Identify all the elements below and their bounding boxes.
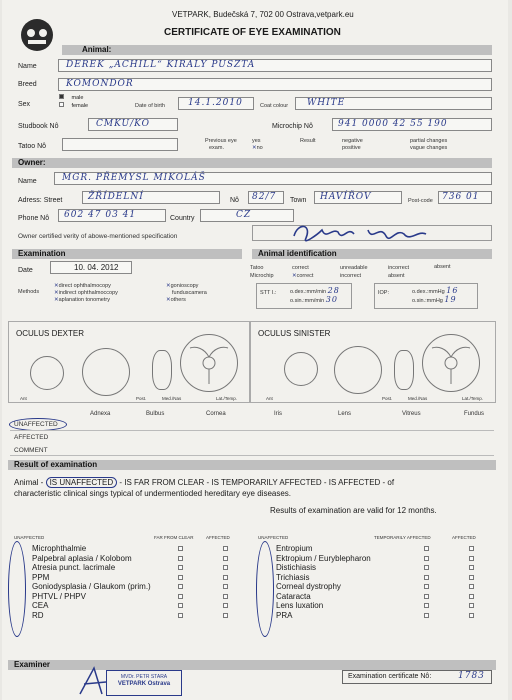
result-checkbox[interactable] [424, 594, 429, 599]
col-cornea: Cornea [206, 411, 226, 417]
method-3: aplanation tonometry [58, 297, 110, 303]
examination-section-header: Examination [12, 249, 242, 259]
result-checkbox[interactable] [469, 565, 474, 570]
prev-exam-label: Previous eye exam. [205, 138, 237, 151]
left-checkboxes [178, 546, 228, 622]
os-ant-label: Ant [266, 396, 273, 401]
right-checkboxes [424, 546, 474, 622]
result-unaffected: IS UNAFFECTED [46, 477, 118, 488]
methods-label: Methods [18, 289, 40, 295]
country-label: Country [170, 215, 195, 222]
left-affected-header: AFFECTED [206, 535, 230, 540]
disease-phtvl: PHTVL / PHPV [32, 591, 86, 601]
result-checkbox[interactable] [424, 613, 429, 618]
disease-microphthalmie: Microphthalmie [32, 544, 87, 553]
left-farclear-header: FAR FROM CLEAR [154, 535, 194, 540]
owner-name-label: Name [18, 178, 37, 185]
owner-name-value: MGR. PŘEMYSL MIKOLÁŠ [62, 173, 206, 183]
result-checkbox[interactable] [223, 584, 228, 589]
os-fundus-vessels [422, 334, 480, 397]
certify-label: Owner certified verity of abowe-mentioned specification [18, 233, 178, 240]
dob-value: 14.1.2010 [188, 98, 243, 108]
result-checkbox[interactable] [178, 603, 183, 608]
examiner-section-header: Examiner [8, 660, 496, 670]
tatoo-field [62, 138, 178, 151]
result-checkbox[interactable] [424, 584, 429, 589]
col-lens: Lens [338, 411, 352, 417]
disease-palpebral: Palpebral aplasia / Kolobom [32, 553, 132, 563]
od-fundus-vessels [180, 334, 238, 397]
disease-cataracta: Cataracta [276, 591, 311, 601]
os-ant-eye-diagram [284, 352, 318, 386]
left-unaffected-circle [8, 541, 26, 637]
coat-label: Coat colour [260, 103, 289, 109]
disease-distichiasis: Distichiasis [276, 563, 317, 572]
method-5: funduscamera [172, 290, 207, 296]
disease-ektropium: Ektropium / Euryblepharon [276, 553, 371, 563]
col-vitreus: Vitreus [402, 411, 421, 417]
disease-goniodysplasia: Goniodysplasia / Glaukom (prim.) [32, 582, 151, 591]
prev-no[interactable]: no [256, 145, 263, 151]
breed-label: Breed [18, 81, 37, 88]
result-checkbox[interactable] [223, 565, 228, 570]
result-checkbox[interactable] [469, 613, 474, 618]
owner-section-header: Owner: [12, 158, 492, 168]
result-options-1: negative positive [342, 138, 363, 151]
exam-date-value: 10. 04. 2012 [74, 263, 119, 272]
result-line-1: Animal - IS UNAFFECTED - IS FAR FROM CLEAR - IS TEMPORARILY AFFECTED - IS AFFECTED - of [14, 478, 395, 487]
ident-unreadable: unreadable incorrect [340, 265, 368, 279]
result-checkbox[interactable] [178, 565, 183, 570]
right-unaffected-circle [256, 541, 274, 637]
sex-label: Sex [18, 101, 31, 108]
disease-atresia: Atresia punct. lacrimale [32, 563, 116, 572]
breed-value: KOMONDOR [66, 79, 134, 89]
result-label: Result [300, 138, 316, 144]
right-affected-header: AFFECTED [452, 535, 476, 540]
result-checkbox[interactable] [424, 546, 429, 551]
od-side-eye-diagram [82, 348, 130, 396]
iop-values: o.dex.:mmHg 16 o.sin.:mmHg 19 [412, 286, 459, 304]
od-mednas-label: Med./Nas [162, 396, 182, 401]
od-lattemp-label: Lat./Temp. [216, 396, 238, 401]
no-label: Nô [230, 197, 239, 204]
result-checkbox[interactable] [424, 575, 429, 580]
od-ant-eye-diagram [30, 356, 64, 390]
result-checkbox[interactable] [424, 603, 429, 608]
prev-exam-options: yes ✕no [252, 138, 263, 151]
col-bulbus: Bulbus [146, 411, 165, 417]
prev-yes[interactable]: yes [252, 138, 261, 144]
cert-number-value: 1783 [458, 671, 485, 681]
animal-identification-header: Animal identification [252, 249, 492, 259]
left-disease-list [32, 544, 151, 620]
method-1: direct ophthalmocopy [58, 283, 111, 289]
oculus-grid-lines [10, 430, 494, 456]
result-validity: Results of examination are valid for 12 months. [270, 506, 437, 515]
od-lens-diagram [152, 350, 172, 390]
disease-rd: RD [32, 610, 44, 620]
result-checkbox[interactable] [178, 584, 183, 589]
cert-number-label: Examination certificate Nô: [348, 673, 432, 680]
method-6: others [170, 297, 186, 303]
result-checkbox[interactable] [223, 613, 228, 618]
os-lattemp-label: Lat./Temp. [462, 396, 484, 401]
disease-cea: CEA [32, 601, 49, 610]
ident-correct: correct ✕correct [292, 265, 314, 279]
tatoo-label: Tatoo Nô [18, 143, 47, 150]
iop-label: IOP: [378, 290, 390, 296]
os-mednas-label: Med./Nas [408, 396, 428, 401]
certificate-page [2, 0, 508, 700]
oculus-sinister-label: OCULUS SINISTER [258, 329, 331, 338]
ident-rows: Tatoo Microchip [250, 265, 274, 279]
right-temp-header: TEMPORARILY AFFECTED [374, 535, 431, 540]
methods-list: ✕direct ophthalmocopy ✕indirect ophthalmoccopy ✕aplanation tonometry [54, 283, 118, 303]
result-checkbox[interactable] [223, 546, 228, 551]
result-line-2: characteristic clinical sings typical of undermentioded hereditary eye diseases. [14, 489, 292, 498]
examiner-stamp: MVDr. PETR STARA VETPARK Ostrava [106, 670, 182, 696]
female-label: female [71, 103, 89, 109]
clinic-address: VETPARK, Budečská 7, 702 00 Ostrava,vetpark.eu [172, 10, 354, 19]
town-label: Town [290, 197, 307, 204]
female-checkbox[interactable] [59, 102, 64, 107]
result-checkbox[interactable] [469, 603, 474, 608]
adress-label: Adress: Street [18, 197, 63, 204]
disease-lens-luxation: Lens luxation [276, 601, 324, 610]
result-checkbox[interactable] [178, 546, 183, 551]
town-value: HAVÍŘOV [320, 192, 372, 202]
disease-ppm: PPM [32, 572, 50, 582]
disease-pra: PRA [276, 610, 293, 620]
col-adnexa: Adnexa [90, 411, 111, 417]
country-value: CZ [236, 210, 252, 220]
method-4: gonioscopy [170, 283, 199, 289]
street-value: ŽŘÍDELNÍ [88, 192, 144, 202]
method-2: indirect ophthalmoccopy [58, 290, 118, 296]
od-ant-label: Ant [20, 396, 27, 401]
left-unaffected-header: UNAFFECTED [14, 535, 45, 540]
result-section-header: Result of examination [8, 460, 496, 470]
result-options-2: partial changes vague changes [410, 138, 448, 151]
result-checkbox[interactable] [223, 575, 228, 580]
result-checkbox[interactable] [424, 565, 429, 570]
oculus-dexter-label: OCULUS DEXTER [16, 329, 85, 338]
os-lens-diagram [394, 350, 414, 390]
methods-list-2: ✕gonioscopy funduscamera ✕others [166, 283, 207, 303]
disease-trichiasis: Trichiasis [276, 572, 310, 582]
exam-date-label: Date [18, 267, 33, 274]
right-unaffected-header: UNAFFECTED [258, 535, 289, 540]
result-checkbox[interactable] [223, 594, 228, 599]
result-checkbox[interactable] [223, 603, 228, 608]
result-checkbox[interactable] [469, 546, 474, 551]
row-unaffected: UNAFFECTED [14, 421, 58, 428]
sex-options [59, 94, 88, 110]
studbook-label: Studbook Nô [18, 123, 59, 130]
page-title: CERTIFICATE OF EYE EXAMINATION [164, 27, 341, 38]
ident-absent: absent [434, 264, 451, 270]
result-checkbox[interactable] [469, 556, 474, 561]
stt-label: STT I.: [260, 290, 277, 296]
result-checkbox[interactable] [223, 556, 228, 561]
col-iris: Iris [274, 411, 282, 417]
col-fundus: Fundus [464, 411, 485, 417]
row-affected: AFFECTED [14, 434, 49, 441]
phone-value: 602 47 03 41 [64, 210, 137, 220]
result-checkbox[interactable] [469, 594, 474, 599]
dob-label: Date of birth [135, 103, 165, 109]
os-post-label: Post. [382, 396, 393, 401]
animal-name-value: DEREK „ACHILL“ KIRALY PUSZTA [66, 60, 256, 70]
result-checkbox[interactable] [424, 556, 429, 561]
row-comment: COMMENT [14, 447, 48, 454]
result-checkbox[interactable] [178, 575, 183, 580]
result-checkbox[interactable] [469, 575, 474, 580]
male-label: male [71, 95, 84, 101]
result-checkbox[interactable] [469, 584, 474, 589]
ident-incorrect: incorrect absent [388, 265, 410, 279]
disease-corneal: Corneal dystrophy [276, 582, 341, 591]
result-checkbox[interactable] [178, 613, 183, 618]
stt-values: o.dex.:mm/min 28 o.sin.:mm/min 30 [290, 286, 340, 304]
coat-value: WHITE [307, 98, 346, 108]
result-checkbox[interactable] [178, 594, 183, 599]
animal-name-label: Name [18, 63, 37, 70]
no-value: 82/7 [252, 192, 277, 202]
vetpark-logo [20, 18, 54, 52]
microchip-label: Microchip Nô [272, 123, 313, 130]
animal-section-header: Animal: [62, 45, 492, 55]
postcode-label: Post-code [408, 198, 433, 204]
phone-label: Phone Nô [18, 215, 50, 222]
male-checkbox[interactable] [59, 94, 64, 99]
disease-entropium: Entropium [276, 544, 313, 553]
microchip-value: 941 0000 42 55 190 [338, 119, 448, 129]
os-side-eye-diagram [334, 346, 382, 394]
right-disease-list [276, 544, 371, 620]
od-post-label: Post. [136, 396, 147, 401]
postcode-value: 736 01 [442, 192, 480, 202]
result-checkbox[interactable] [178, 556, 183, 561]
studbook-value: CMKU/KO [96, 119, 150, 129]
